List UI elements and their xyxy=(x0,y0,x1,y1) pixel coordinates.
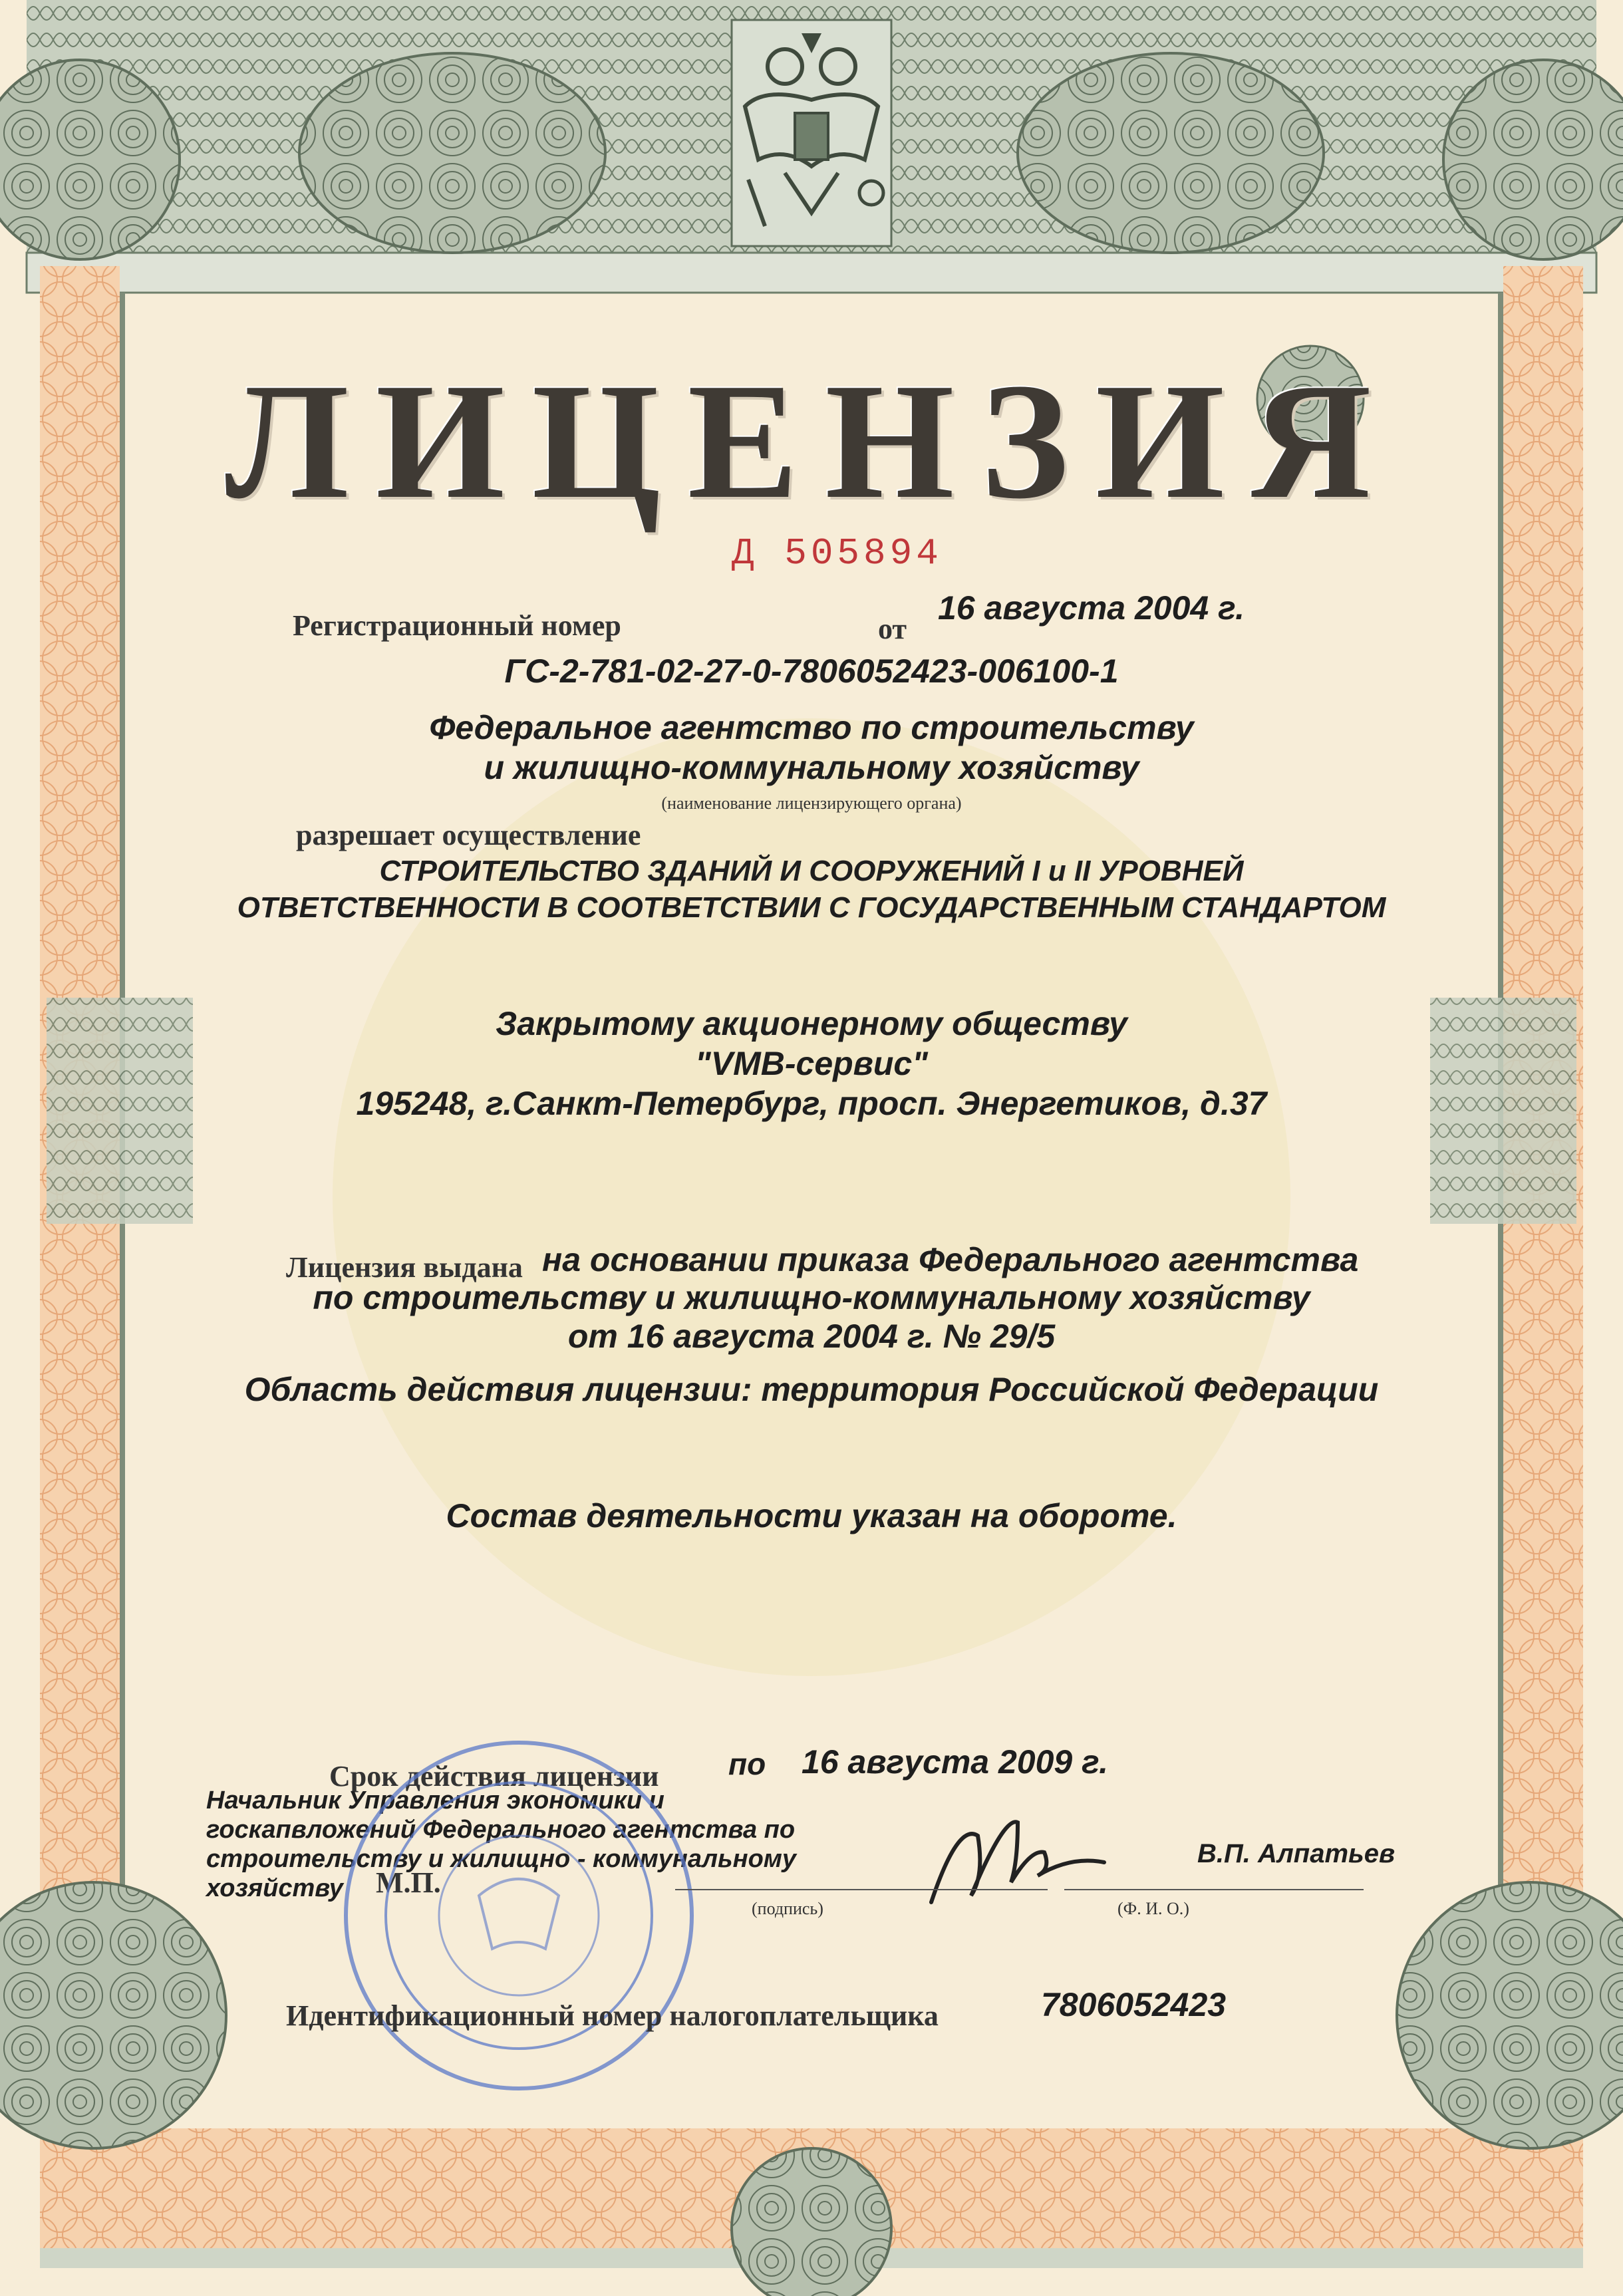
issued-label: Лицензия выдана xyxy=(286,1251,523,1284)
license-scope: Область действия лицензии: территория Российской Федерации xyxy=(244,1371,1379,1408)
serial-number: Д 505894 xyxy=(732,532,943,575)
issue-date: 16 августа 2004 г. xyxy=(938,589,1245,627)
double-headed-eagle-emblem xyxy=(718,13,905,253)
date-prefix: от xyxy=(878,613,907,645)
validity-date: 16 августа 2009 г. xyxy=(802,1743,1109,1781)
validity-label: Срок действия лицензии xyxy=(329,1760,659,1793)
signer-title-line-3: строительству и жилищно - коммунальному xyxy=(206,1845,797,1873)
official-round-seal xyxy=(333,1729,705,2102)
authority-line-2: и жилищно-коммунальному хозяйству xyxy=(484,749,1139,786)
signer-name: В.П. Алпатьев xyxy=(1197,1839,1396,1868)
handwritten-signature xyxy=(918,1796,1117,1916)
signature-line xyxy=(675,1889,1048,1890)
validity-prefix: по xyxy=(728,1747,766,1781)
basis-line-2: по строительству и жилищно-коммунальному хозяйству xyxy=(313,1279,1310,1316)
name-caption: (Ф. И. О.) xyxy=(1117,1899,1189,1918)
licensee-line-2: "VMB-сервис" xyxy=(695,1045,928,1082)
signer-title-line-4: хозяйству xyxy=(206,1874,343,1902)
licensee-address: 195248, г.Санкт-Петербург, просп. Энергетиков, д.37 xyxy=(356,1085,1267,1122)
signer-title-line-1: Начальник Управления экономики и xyxy=(206,1787,664,1814)
document-title: ЛИЦЕНЗИЯ xyxy=(225,349,1398,533)
tin-label: Идентификационный номер налогоплательщика xyxy=(286,1999,939,2032)
permits-label: разрешает осуществление xyxy=(296,819,641,851)
stamp-place-label: М.П. xyxy=(376,1866,441,1899)
signature-caption: (подпись) xyxy=(752,1899,823,1918)
reg-number: ГС-2-781-02-27-0-7806052423-006100-1 xyxy=(504,652,1119,690)
name-line xyxy=(1064,1889,1364,1890)
tin-value: 7806052423 xyxy=(1041,1986,1227,2023)
reg-number-label: Регистрационный номер xyxy=(293,609,621,642)
authority-line-1: Федеральное агентство по строительству xyxy=(429,709,1194,746)
basis-line-1: на основании приказа Федерального агентства xyxy=(542,1241,1359,1278)
activity-line-2: ОТВЕТСТВЕННОСТИ В СООТВЕТСТВИИ С ГОСУДАРСТВЕННЫМ СТАНДАРТОМ xyxy=(237,891,1386,924)
basis-line-3: от 16 августа 2004 г. № 29/5 xyxy=(567,1318,1056,1355)
activities-note: Состав деятельности указан на обороте. xyxy=(446,1497,1177,1534)
activity-line-1: СТРОИТЕЛЬСТВО ЗДАНИЙ И СООРУЖЕНИЙ I и II УРОВНЕЙ xyxy=(379,855,1244,887)
signer-title-line-2: госкапвложений Федерального агентства по xyxy=(206,1816,796,1844)
licensee-line-1: Закрытому акционерному обществу xyxy=(496,1005,1127,1042)
authority-caption: (наименование лицензирующего органа) xyxy=(661,793,962,813)
